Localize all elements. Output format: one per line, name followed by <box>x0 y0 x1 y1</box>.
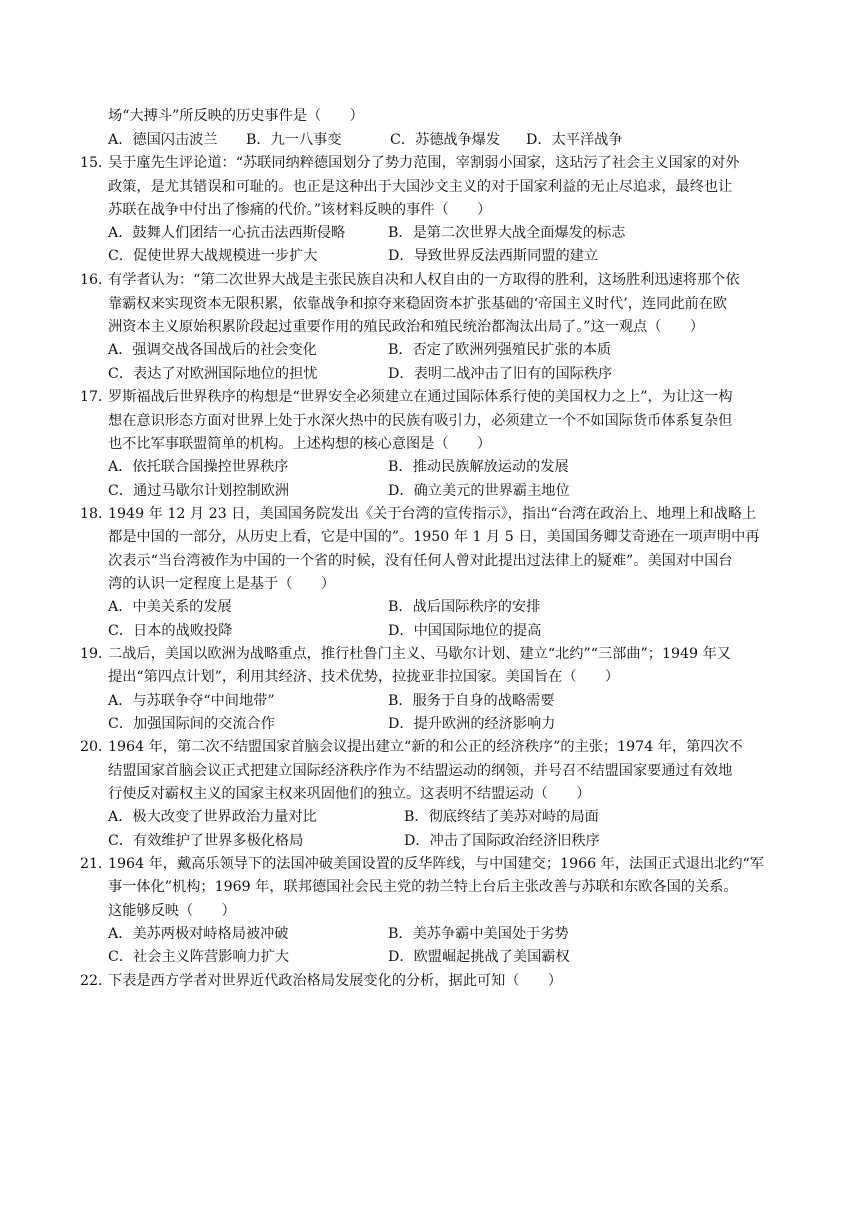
q18-line-1: 1949 年 12 月 23 日，美国国务院发出《关于台湾的宣传指示》，指出“台湾在政治上、地理上和战略上 <box>108 506 757 522</box>
q18-line-3: 次表示“当台湾被作为中国的一个省的时候，没有任何人曾对此提出过法律上的疑难”。美国对中国台 <box>108 553 733 569</box>
q18-number: 18． <box>80 506 113 522</box>
q17-line-1: 罗斯福战后世界秩序的构想是“世界安全必须建立在通过国际体系行使的美国权力之上”，为让这一构 <box>108 389 733 405</box>
q20-option-b[interactable]: B．彻底终结了美苏对峙的局面 <box>404 809 599 825</box>
q18-line-2: 都是中国的一部分，从历史上看，它是中国的”。1950 年 1 月 5 日，美国国务卿艾奇逊在一项声明中再 <box>108 529 760 545</box>
q15-option-b[interactable]: B．是第二次世界大战全面爆发的标志 <box>388 225 626 241</box>
q19-line-1: 二战后，美国以欧洲为战略重点，推行杜鲁门主义、马歇尔计划、建立“北约”“三部曲”；1949 年又 <box>108 646 731 662</box>
q17-line-3: 也不比军事联盟简单的机构。上述构想的核心意图是（ ） <box>108 436 492 452</box>
q14-option-a[interactable]: A．德国闪击波兰 <box>108 132 218 148</box>
q18-line-4: 湾的认识一定程度上是基于（ ） <box>108 576 336 592</box>
q20-option-c[interactable]: C．有效维护了世界多极化格局 <box>108 833 304 849</box>
q18-option-c[interactable]: C．日本的战败投降 <box>108 623 233 639</box>
q21-line-3: 这能够反映（ ） <box>108 903 236 919</box>
q17-option-d[interactable]: D．确立美元的世界霸主地位 <box>388 483 570 499</box>
q15-line-2: 政策，是尤其错误和可耻的。也正是这种出于大国沙文主义的对于国家利益的无止尽追求，最终也让 <box>108 179 733 195</box>
q16-option-c[interactable]: C．表达了对欧洲国际地位的担忧 <box>108 366 318 382</box>
q16-line-1: 有学者认为：“第二次世界大战是主张民族自决和人权自由的一方取得的胜利，这场胜利迅速将那个依 <box>108 272 740 288</box>
q20-option-d[interactable]: D．冲击了国际政治经济旧秩序 <box>404 833 600 849</box>
q18-option-b[interactable]: B．战后国际秩序的安排 <box>388 599 541 615</box>
q20-number: 20． <box>80 739 113 755</box>
q16-line-2: 靠霸权来实现资本无限积累，依靠战争和掠夺来稳固资本扩张基础的‘帝国主义时代’，连同此前在欧 <box>108 296 728 312</box>
q14-option-c[interactable]: C．苏德战争爆发 <box>390 132 501 148</box>
q18-option-d[interactable]: D．中国国际地位的提高 <box>388 623 542 639</box>
q17-option-b[interactable]: B．推动民族解放运动的发展 <box>388 459 569 475</box>
q14-option-b[interactable]: B．九一八事变 <box>246 132 342 148</box>
q21-line-1: 1964 年，戴高乐领导下的法国冲破美国设置的反华阵线，与中国建交；1966 年，法国正式退出北约“军 <box>108 856 764 872</box>
q18-option-a[interactable]: A．中美关系的发展 <box>108 599 232 615</box>
q17-option-c[interactable]: C．通过马歇尔计划控制欧洲 <box>108 483 290 499</box>
q20-line-2: 结盟国家首脑会议正式把建立国际经济秩序作为不结盟运动的纲领，并号召不结盟国家要通过有效地 <box>108 763 733 779</box>
q17-number: 17． <box>80 389 113 405</box>
q19-option-a[interactable]: A．与苏联争夺“中间地带” <box>108 693 275 709</box>
q17-option-a[interactable]: A．依托联合国操控世界秩序 <box>108 459 289 475</box>
q19-option-d[interactable]: D．提升欧洲的经济影响力 <box>388 716 556 732</box>
q21-option-c[interactable]: C．社会主义阵营影响力扩大 <box>108 949 290 965</box>
q16-option-b[interactable]: B．否定了欧洲列强殖民扩张的本质 <box>388 342 612 358</box>
q21-option-b[interactable]: B．美苏争霸中美国处于劣势 <box>388 926 569 942</box>
q19-option-b[interactable]: B．服务于自身的战略需要 <box>388 693 555 709</box>
q21-option-a[interactable]: A．美苏两极对峙格局被冲破 <box>108 926 289 942</box>
q22-line-1: 下表是西方学者对世界近代政治格局发展变化的分析，据此可知（ ） <box>108 973 563 989</box>
q19-number: 19． <box>80 646 113 662</box>
q19-line-2: 提出“第四点计划”，利用其经济、技术优势，拉拢亚非拉国家。美国旨在（ ） <box>108 669 620 685</box>
q16-option-a[interactable]: A．强调交战各国战后的社会变化 <box>108 342 317 358</box>
q19-option-c[interactable]: C．加强国际间的交流合作 <box>108 716 275 732</box>
q15-number: 15． <box>80 155 113 171</box>
q15-option-c[interactable]: C．促使世界大战规模进一步扩大 <box>108 248 318 264</box>
q20-option-a[interactable]: A．极大改变了世界政治力量对比 <box>108 809 317 825</box>
q22-number: 22． <box>80 973 113 989</box>
q15-line-3: 苏联在战争中付出了惨痛的代价。”该材料反映的事件（ ） <box>108 202 492 218</box>
q20-line-3: 行使反对霸权主义的国家主权来巩固他们的独立。这表明不结盟运动（ ） <box>108 786 591 802</box>
q21-number: 21． <box>80 856 113 872</box>
q17-line-2: 想在意识形态方面对世界上处于水深火热中的民族有吸引力，必须建立一个不如国际货币体系复杂但 <box>108 413 733 429</box>
q14-option-d[interactable]: D．太平洋战争 <box>526 132 623 148</box>
q20-line-1: 1964 年，第二次不结盟国家首脑会议提出建立“新的和公正的经济秩序”的主张；1974 年，第四次不 <box>108 739 743 755</box>
q15-option-d[interactable]: D．导致世界反法西斯同盟的建立 <box>388 248 599 264</box>
q21-line-2: 事一体化”机构；1969 年，联邦德国社会民主党的勃兰特上台后主张改善与苏联和东欧各国的关系。 <box>108 879 738 895</box>
q15-option-a[interactable]: A．鼓舞人们团结一心抗击法西斯侵略 <box>108 225 346 241</box>
q16-line-3: 洲资本主义原始积累阶段起过重要作用的殖民政治和殖民统治都淘汰出局了。”这一观点（ ） <box>108 319 705 335</box>
q15-line-1: 吴于廑先生评论道：“苏联同纳粹德国划分了势力范围，宰割弱小国家，这玷污了社会主义国家的对外 <box>108 155 740 171</box>
q16-option-d[interactable]: D．表明二战冲击了旧有的国际秩序 <box>388 366 613 382</box>
q16-number: 16． <box>80 272 113 288</box>
q14-stem-tail: 场“大搏斗”所反映的历史事件是（ ） <box>108 108 364 124</box>
q21-option-d[interactable]: D．欧盟崛起挑战了美国霸权 <box>388 949 570 965</box>
